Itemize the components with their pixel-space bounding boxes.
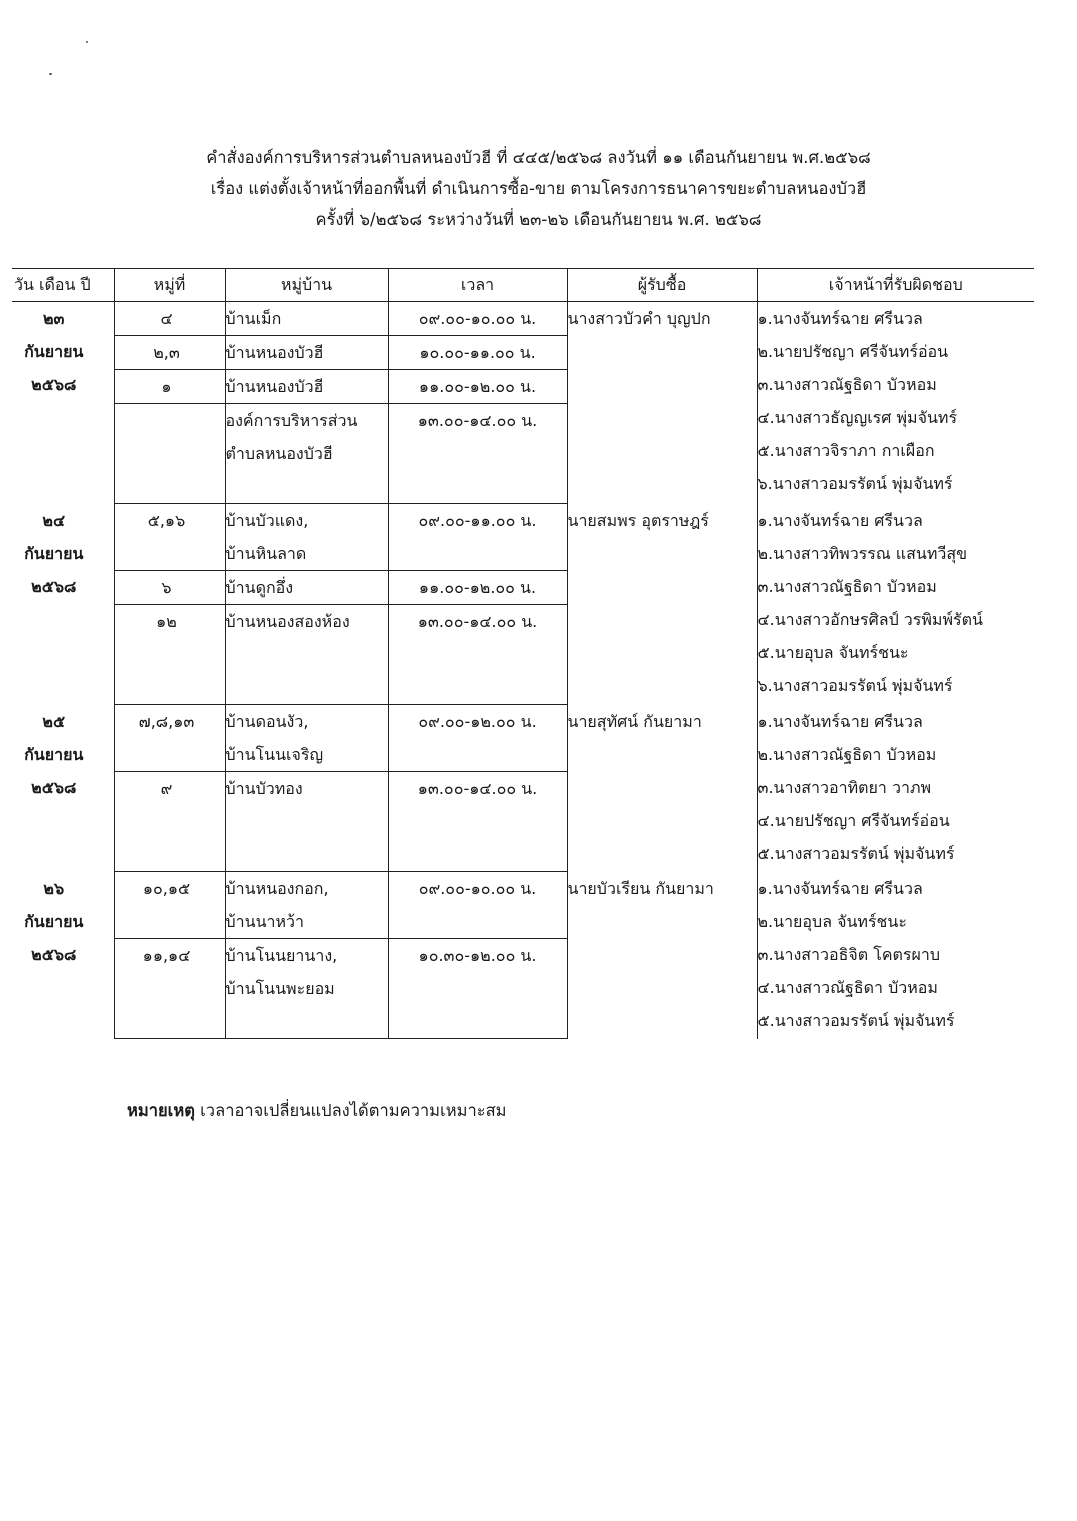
staff-member: ๔.นางสาวณัฐธิดา บัวหอม xyxy=(757,977,938,997)
column-header-date: วัน เดือน ปี xyxy=(12,269,114,302)
village-name: บ้านดูกอึ่ง xyxy=(225,578,294,597)
village-name: บ้านโนนเจริญ xyxy=(225,745,324,764)
column-header-time: เวลา xyxy=(388,269,567,302)
column-header-buyer: ผู้รับซื้อ xyxy=(567,269,757,302)
cell-spacer xyxy=(115,437,225,470)
column-header-moo: หมู่ที่ xyxy=(114,269,225,302)
village-cell xyxy=(225,404,388,504)
cell-spacer xyxy=(389,638,567,671)
moo-number: ๑๒ xyxy=(156,612,177,631)
moo-number: ๔ xyxy=(160,309,173,328)
date-year: ๒๕๖๘ xyxy=(31,777,77,797)
staff-member: ๔.นายปรัชญา ศรีจันทร์อ่อน xyxy=(757,810,950,830)
cell-spacer xyxy=(389,437,567,470)
staff-member: ๖.นางสาวอมรรัตน์ พุ่มจันทร์ xyxy=(757,675,953,695)
staff-member: ๕.นางสาวจิราภา กาเผือก xyxy=(757,441,935,460)
buyer-name: นายบัวเรียน กันยามา xyxy=(567,878,714,898)
staff-member: ๔.นางสาวอักษรศิลป์ วรพิมพ์รัตน์ xyxy=(757,609,983,629)
time-range: ๐๙.๐๐-๑๐.๐๐ น. xyxy=(418,879,537,898)
village-name: บ้านบัวแดง, xyxy=(225,511,309,530)
time-cell xyxy=(388,404,567,504)
scan-speck xyxy=(49,73,52,75)
time-range: ๑๐.๓๐-๑๒.๐๐ น. xyxy=(418,946,537,965)
date-cell xyxy=(12,872,114,1039)
village-name: บ้านโนนพะยอม xyxy=(225,979,335,998)
table-row xyxy=(12,504,1034,571)
time-range: ๑๑.๐๐-๑๒.๐๐ น. xyxy=(418,578,537,597)
date-year: ๒๕๖๘ xyxy=(31,944,77,964)
village-cell xyxy=(225,872,388,939)
cell-spacer xyxy=(115,738,225,771)
date-cell xyxy=(12,302,114,504)
date-day: ๒๓ xyxy=(43,309,65,328)
time-cell xyxy=(388,872,567,939)
moo-number: ๖ xyxy=(161,578,172,597)
cell-spacer xyxy=(389,470,567,503)
column-header-village: หมู่บ้าน xyxy=(225,269,388,302)
table-row xyxy=(12,302,1034,336)
moo-cell xyxy=(114,302,225,336)
remark-label: หมายเหตุ xyxy=(127,1101,195,1120)
time-range: ๐๙.๐๐-๑๐.๐๐ น. xyxy=(418,309,537,328)
village-cell xyxy=(225,571,388,605)
moo-number: ๒,๓ xyxy=(153,343,180,362)
staff-member: ๓.นางสาวณัฐธิดา บัวหอม xyxy=(757,576,937,596)
moo-cell xyxy=(114,571,225,605)
time-cell xyxy=(388,605,567,705)
date-month: กันยายน xyxy=(24,342,84,361)
moo-cell xyxy=(114,504,225,571)
village-cell xyxy=(225,336,388,370)
staff-member: ๔.นางสาวธัญญเรศ พุ่มจันทร์ xyxy=(757,408,958,427)
village-cell xyxy=(225,772,388,872)
moo-number: ๗,๘,๑๓ xyxy=(138,712,195,731)
moo-number: ๕,๑๖ xyxy=(147,511,186,530)
time-range: ๑๐.๐๐-๑๑.๐๐ น. xyxy=(419,343,536,362)
cell-spacer xyxy=(115,537,225,570)
staff-cell xyxy=(757,302,1034,504)
document-header xyxy=(0,142,1077,235)
buyer-name: นายสุทัศน์ กันยามา xyxy=(567,711,702,731)
time-range: ๐๙.๐๐-๑๑.๐๐ น. xyxy=(418,511,537,530)
buyer-name: นางสาวบัวคำ บุญปก xyxy=(567,309,711,328)
moo-cell xyxy=(114,336,225,370)
village-name: ตำบลหนองบัวฮี xyxy=(225,444,333,463)
village-cell xyxy=(225,705,388,772)
date-month: กันยายน xyxy=(24,744,84,764)
cell-spacer xyxy=(226,1005,388,1038)
cell-spacer xyxy=(115,972,225,1005)
cell-spacer xyxy=(226,671,388,704)
time-cell xyxy=(388,772,567,872)
moo-cell xyxy=(114,404,225,504)
cell-spacer xyxy=(226,838,388,871)
cell-spacer xyxy=(115,638,225,671)
table-header-row xyxy=(12,269,1034,302)
cell-spacer xyxy=(115,671,225,704)
order-title-line: คำสั่งองค์การบริหารส่วนตำบลหนองบัวฮี ที่ ๔๔๕/๒๕๖๘ ลงวันที่ ๑๑ เดือนกันยายน พ.ศ.๒๕๖๘ xyxy=(206,148,871,167)
column-header-staff: เจ้าหน้าที่รับผิดชอบ xyxy=(757,269,1034,302)
staff-member: ๕.นางสาวอมรรัตน์ พุ่มจันทร์ xyxy=(757,1010,955,1030)
cell-spacer xyxy=(389,905,567,938)
staff-member: ๓.นางสาวอธิจิต โคตรผาบ xyxy=(757,944,941,964)
village-cell xyxy=(225,504,388,571)
staff-member: ๑.นางจันทร์ฉาย ศรีนวล xyxy=(757,309,923,328)
date-day: ๒๔ xyxy=(42,510,66,530)
staff-member: ๕.นางสาวอมรรัตน์ พุ่มจันทร์ xyxy=(757,843,955,863)
cell-spacer xyxy=(389,1005,567,1038)
cell-spacer xyxy=(389,805,567,838)
time-range: ๐๙.๐๐-๑๒.๐๐ น. xyxy=(418,712,537,731)
time-cell xyxy=(388,336,567,370)
subject-line: เรื่อง แต่งตั้งเจ้าหน้าที่ออกพื้นที่ ดำเนินการซื้อ-ขาย ตามโครงการธนาคารขยะตำบลหนองบัวฮี xyxy=(210,179,867,198)
date-month: กันยายน xyxy=(24,911,84,931)
village-name: บ้านหนองสองห้อง xyxy=(225,612,350,631)
staff-member: ๒.นางสาวณัฐธิดา บัวหอม xyxy=(757,744,937,764)
cell-spacer xyxy=(389,671,567,704)
staff-member: ๕.นายอุบล จันทร์ชนะ xyxy=(757,642,909,662)
time-cell xyxy=(388,571,567,605)
date-year: ๒๕๖๘ xyxy=(31,375,77,394)
cell-spacer xyxy=(389,537,567,570)
village-name: บ้านนาหว้า xyxy=(225,912,305,931)
village-name: บ้านดอนงัว, xyxy=(225,712,309,731)
moo-cell xyxy=(114,772,225,872)
cell-spacer xyxy=(115,1005,225,1038)
staff-cell xyxy=(757,872,1034,1039)
staff-member: ๒.นายอุบล จันทร์ชนะ xyxy=(757,911,907,931)
time-cell xyxy=(388,705,567,772)
moo-number: ๑๐,๑๕ xyxy=(142,879,191,898)
moo-number: ๑๑,๑๔ xyxy=(142,946,191,965)
staff-member: ๖.นางสาวอมรรัตน์ พุ่มจันทร์ xyxy=(757,474,953,493)
schedule-body xyxy=(12,302,1034,1039)
date-cell xyxy=(12,504,114,705)
cell-spacer xyxy=(115,905,225,938)
village-cell xyxy=(225,939,388,1039)
village-name: บ้านเม็ก xyxy=(225,309,282,328)
moo-cell xyxy=(114,370,225,404)
cell-spacer xyxy=(115,805,225,838)
cell-spacer xyxy=(226,470,388,503)
time-cell xyxy=(388,504,567,571)
village-name: บ้านหนองบัวฮี xyxy=(225,377,324,396)
village-name: บ้านหนองกอก, xyxy=(225,879,329,898)
staff-cell xyxy=(757,504,1034,705)
round-line: ครั้งที่ ๖/๒๕๖๘ ระหว่างวันที่ ๒๓-๒๖ เดือนกันยายน พ.ศ. ๒๕๖๘ xyxy=(315,210,762,229)
staff-member: ๑.นางจันทร์ฉาย ศรีนวล xyxy=(757,711,923,731)
cell-spacer xyxy=(226,805,388,838)
cell-spacer xyxy=(115,838,225,871)
date-month: กันยายน xyxy=(24,543,84,563)
remark xyxy=(127,1096,507,1126)
staff-cell xyxy=(757,705,1034,872)
moo-number: ๙ xyxy=(160,779,173,798)
time-range: ๑๓.๐๐-๑๔.๐๐ น. xyxy=(417,779,538,798)
village-cell xyxy=(225,605,388,705)
staff-member: ๒.นางสาวทิพวรรณ แสนทวีสุข xyxy=(757,543,968,563)
table-row xyxy=(12,705,1034,772)
cell-spacer xyxy=(115,470,225,503)
village-cell xyxy=(225,370,388,404)
cell-spacer xyxy=(389,972,567,1005)
schedule-table xyxy=(12,268,1034,1039)
date-cell xyxy=(12,705,114,872)
date-day: ๒๕ xyxy=(42,711,66,731)
time-range: ๑๑.๐๐-๑๒.๐๐ น. xyxy=(418,377,537,396)
time-range: ๑๓.๐๐-๑๔.๐๐ น. xyxy=(417,411,538,430)
village-name: บ้านโนนยานาง, xyxy=(225,946,338,965)
staff-member: ๓.นางสาวอาทิตยา วาภพ xyxy=(757,777,932,797)
village-name: บ้านบัวทอง xyxy=(225,779,303,798)
staff-member: ๑.นางจันทร์ฉาย ศรีนวล xyxy=(757,510,923,530)
moo-cell xyxy=(114,705,225,772)
village-cell xyxy=(225,302,388,336)
buyer-cell xyxy=(567,302,757,504)
moo-number xyxy=(115,404,225,437)
moo-cell xyxy=(114,939,225,1039)
staff-member: ๒.นายปรัชญา ศรีจันทร์อ่อน xyxy=(757,342,949,361)
buyer-cell xyxy=(567,872,757,1039)
village-name: องค์การบริหารส่วน xyxy=(225,411,358,430)
time-range: ๑๓.๐๐-๑๔.๐๐ น. xyxy=(417,612,538,631)
time-cell xyxy=(388,370,567,404)
village-name: บ้านหนองบัวฮี xyxy=(225,343,324,362)
village-name: บ้านหินลาด xyxy=(225,544,307,563)
table-row xyxy=(12,872,1034,939)
staff-member: ๑.นางจันทร์ฉาย ศรีนวล xyxy=(757,878,923,898)
date-day: ๒๖ xyxy=(43,878,65,898)
scan-speck xyxy=(86,41,88,43)
time-cell xyxy=(388,939,567,1039)
moo-number: ๑ xyxy=(161,377,172,396)
buyer-name: นายสมพร อุตราษฎร์ xyxy=(567,510,709,530)
moo-cell xyxy=(114,605,225,705)
cell-spacer xyxy=(226,638,388,671)
cell-spacer xyxy=(389,738,567,771)
moo-cell xyxy=(114,872,225,939)
date-year: ๒๕๖๘ xyxy=(31,576,77,596)
remark-text: เวลาอาจเปลี่ยนแปลงได้ตามความเหมาะสม xyxy=(200,1101,507,1120)
cell-spacer xyxy=(389,838,567,871)
staff-member: ๓.นางสาวณัฐธิดา บัวหอม xyxy=(757,375,937,394)
buyer-cell xyxy=(567,705,757,872)
buyer-cell xyxy=(567,504,757,705)
time-cell xyxy=(388,302,567,336)
